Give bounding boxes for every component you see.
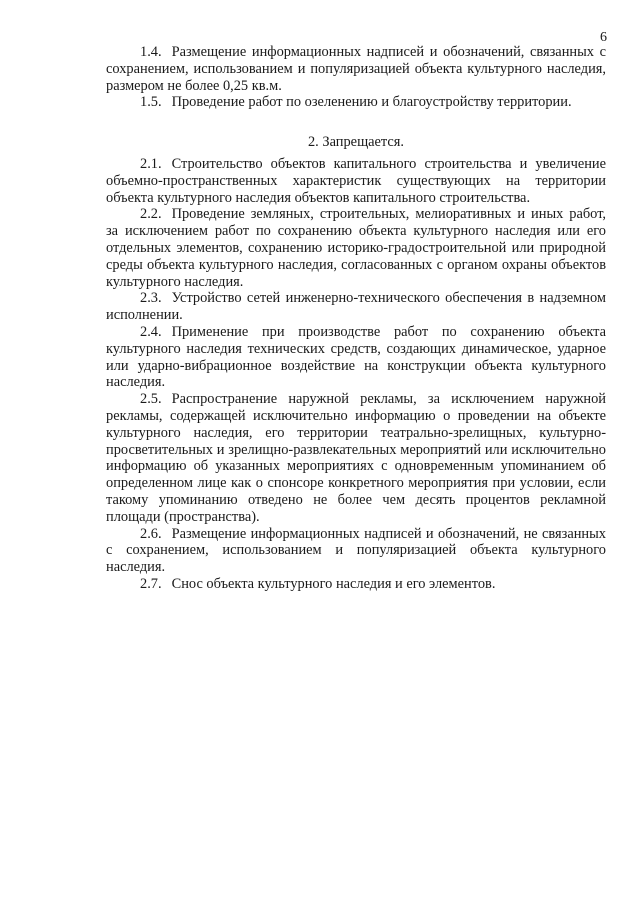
clause-2-6 xyxy=(106,526,606,576)
clause-number: 2.2. xyxy=(140,206,162,223)
clause-text: Проведение земляных, строительных, мелиоративных и иных работ, за исключением работ по сохранению объекта культурного наследия или его отдельных элементов, сохранению историко-градостроительной или природной среды объекта культурного наследия, согласованных с органом охраны объектов культурного наследия. xyxy=(106,206,606,290)
clause-number: 1.4. xyxy=(140,44,162,60)
clause-2-5 xyxy=(106,391,606,525)
clause-text: Снос объекта культурного наследия и его элементов. xyxy=(171,575,496,592)
clause-2-3 xyxy=(106,290,606,324)
clause-number: 2.1. xyxy=(140,155,162,172)
clause-2-2 xyxy=(106,206,606,290)
clause-text: Размещение информационных надписей и обозначений, не связанных с сохранением, использованием и популяризацией объекта культурного наследия. xyxy=(106,525,606,576)
clause-number: 2.5. xyxy=(140,391,162,408)
clause-2-7 xyxy=(106,576,606,593)
clause-text: Устройство сетей инженерно-технического обеспечения в надземном исполнении. xyxy=(106,290,606,324)
clause-1-5 xyxy=(106,94,606,111)
clause-number: 1.5. xyxy=(140,94,162,111)
clause-text: Строительство объектов капитального строительства и увеличение объемно-пространственных характеристик существующих на территории объекта культурного наследия объектов капитального строительства. xyxy=(106,155,606,206)
clause-number: 2.3. xyxy=(140,290,162,307)
clause-number: 2.4. xyxy=(140,323,162,340)
clause-number: 2.7. xyxy=(140,575,162,592)
document-body xyxy=(106,44,606,593)
clause-2-1 xyxy=(106,156,606,206)
clause-number: 2.6. xyxy=(140,525,162,542)
clause-text: Распространение наружной рекламы, за исключением наружной рекламы, содержащей исключительно информацию о проведении на объекте культурного наследия, его территории театрально-зрелищных, культурно-просветительных и зрелищно-развлекательных мероприятий или исключительно информацию об указанных мероприятиях с одновременным упоминанием об определенном лице как о спонсоре конкретного мероприятия при условии, если такому упоминанию отведено не более чем десять процентов рекламной площади (пространства). xyxy=(106,391,606,525)
section-heading: 2. Запрещается. xyxy=(307,134,404,151)
clause-text: Проведение работ по озеленению и благоустройству территории. xyxy=(171,94,572,111)
clause-2-4 xyxy=(106,324,606,391)
page-number: 6 xyxy=(600,30,607,45)
clause-text: Размещение информационных надписей и обозначений, связанных с сохранением, использованием и популяризацией объекта культурного наследия, размером не более 0,25 кв.м. xyxy=(106,44,606,94)
clause-1-4 xyxy=(106,44,606,94)
clause-text: Применение при производстве работ по сохранению объекта культурного наследия технических средств, создающих динамическое, ударное или ударно-вибрационное воздействие на конструкции объекта культурного наследия. xyxy=(106,323,606,391)
